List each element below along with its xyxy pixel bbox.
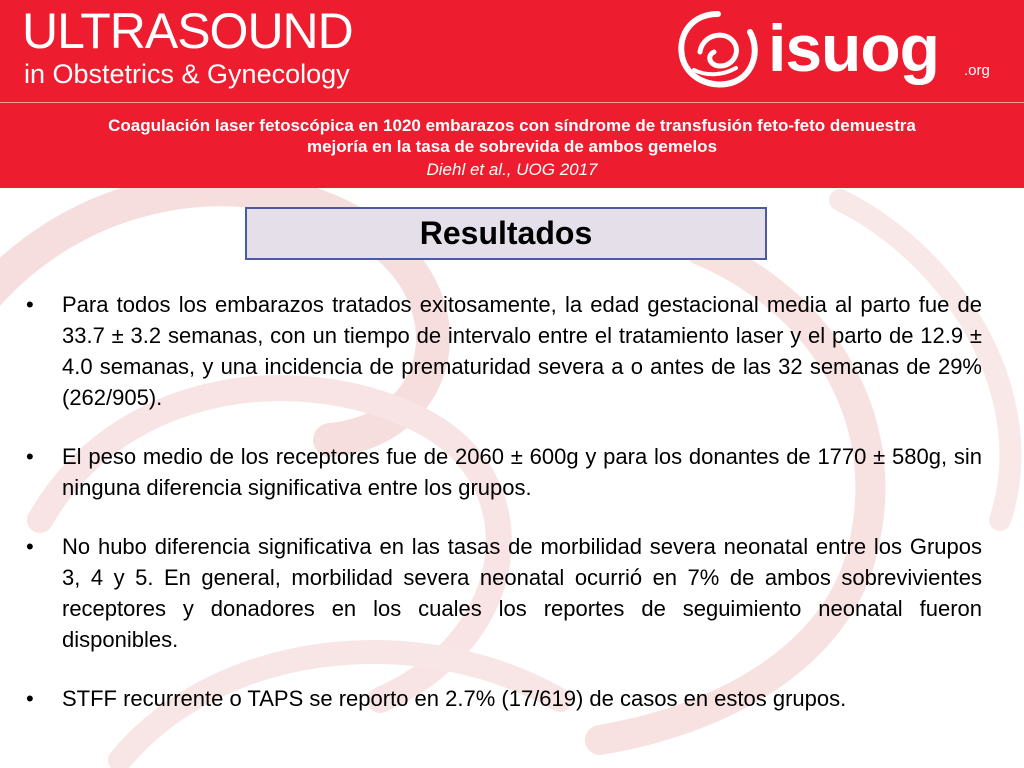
bullet-item [22,683,982,714]
study-title-line-1: Coagulación laser fetoscópica en 1020 embarazos con síndrome de transfusión feto-feto demuestra [108,116,916,135]
bullet-text: STFF recurrente o TAPS se reporto en 2.7% (17/619) de casos en estos grupos. [62,686,847,711]
bullet-item [22,441,982,503]
bullet-marker: • [26,686,34,711]
bullet-marker: • [26,292,34,317]
study-title [20,115,1004,157]
header-divider [0,102,1024,103]
bullet-marker: • [26,534,34,559]
journal-title: ULTRASOUND [22,3,353,59]
isuog-logo [672,6,1002,96]
citation: Diehl et al., UOG 2017 [426,160,598,179]
isuog-logo-suffix: .org [964,62,990,79]
bullet-text: No hubo diferencia significativa en las tasas de morbilidad severa neonatal entre los Grupos 3, 4 y 5. En general, morbilidad severa neonatal ocurrió en 7% de ambos sobrevivientes receptores y donadores en los cuales los reportes de seguimiento neonatal fueron disponibles. [62,534,982,652]
journal-subtitle: in Obstetrics & Gynecology [24,59,350,89]
results-bullet-list [22,289,982,742]
header-banner [0,0,1024,188]
bullet-item [22,531,982,655]
section-title: Resultados [419,215,593,251]
isuog-logo-text: isuog [768,11,939,85]
bullet-text: El peso medio de los receptores fue de 2060 ± 600g y para los donantes de 1770 ± 580g, sin ninguna diferencia significativa entre los grupos. [62,444,982,500]
section-heading-box [245,207,767,260]
bullet-text: Para todos los embarazos tratados exitosamente, la edad gestacional media al parto fue de 33.7 ± 3.2 semanas, con un tiempo de intervalo entre el tratamiento laser y el parto de 12.9 ± 4.0 semanas, y una incidencia de prematuridad severa a o antes de las 32 semanas de 29% (262/905). [62,292,982,410]
study-title-line-2: mejoría en la tasa de sobrevida de ambos gemelos [306,137,718,156]
bullet-marker: • [26,444,34,469]
isuog-emblem-icon [672,6,764,96]
bullet-item [22,289,982,413]
